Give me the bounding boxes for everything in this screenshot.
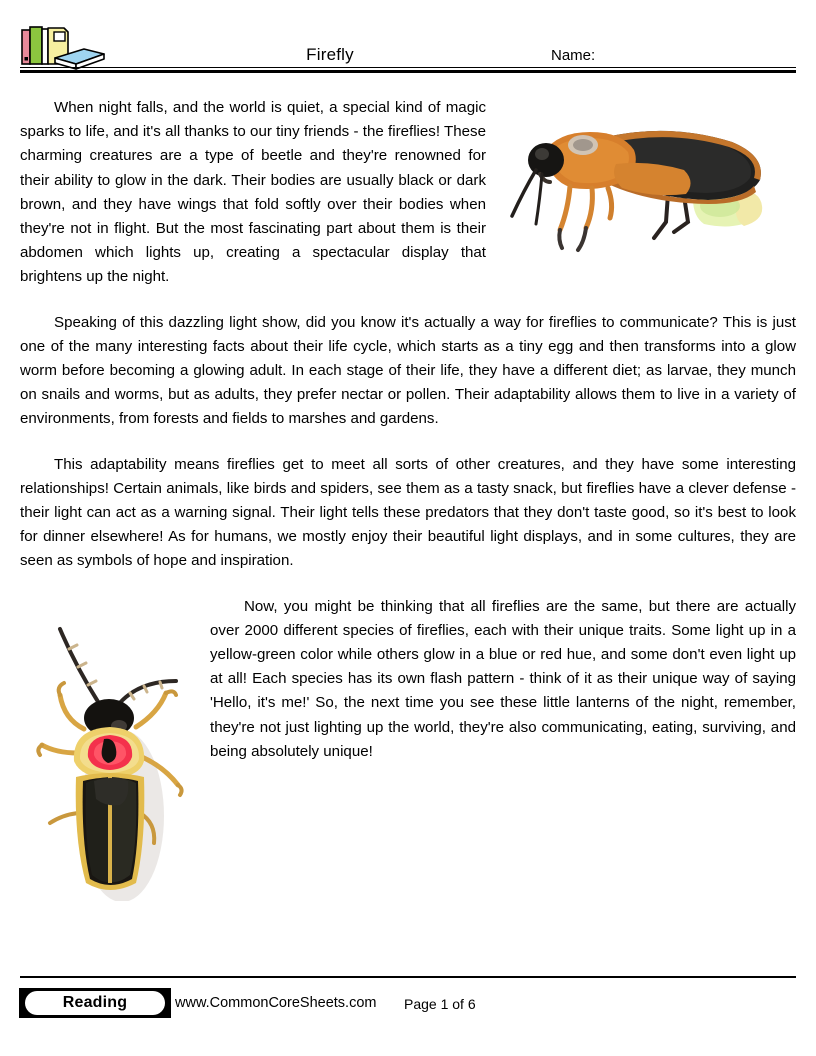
page-footer <box>0 976 816 1038</box>
footer-divider <box>20 976 796 978</box>
page-title: Firefly <box>306 45 354 64</box>
subject-badge-label: Reading <box>25 991 165 1015</box>
subject-badge <box>19 988 171 1018</box>
passage-paragraph-3: This adaptability means fireflies get to meet all sorts of other creatures, and they have some interesting relationships! Certain animals, like birds and spiders, see them as a tasty snack, but fireflies have a clever defense - their light can act as a warning signal. Their light tells these predators that they don't taste good, so it's best to look for dinner elsewhere! As for humans, we mostly enjoy their beautiful light displays, and in some cultures, they are seen as symbols of hope and inspiration. <box>20 455 796 570</box>
passage-paragraph-4: Now, you might be thinking that all fireflies are the same, but there are actually over 2000 different species of fireflies, each with their unique traits. Some light up in a yellow-green color while others glow in a blue or red hue, and some don't even light up at all! Each species has its own flash pattern - think of it as their unique way of saying 'Hello, it's me!' So, the next time you see these little lanterns of the night, remember, they're not just lighting up the world, they're also communicating, eating, surviving, and being absolutely unique! <box>210 597 796 760</box>
firefly-side-photo <box>498 98 796 270</box>
passage-body <box>20 96 796 901</box>
name-field-label: Name: <box>551 47 596 64</box>
passage-paragraph-1: When night falls, and the world is quiet, a special kind of magic sparks to life, and it's all thanks to our tiny friends - the fireflies! These charming creatures are a type of beetle and they're renowned for their ability to glow in the dark. Their bodies are usually black or dark brown, and they have wings that fold softly over their bodies when they're not in flight. But the most fascinating part about them is their abdomen which lights up, creating a spectacular display that brightens up the night. <box>20 99 486 286</box>
page-header <box>0 0 816 82</box>
page-indicator: Page 1 of 6 <box>404 996 476 1012</box>
header-divider-thin <box>20 67 796 68</box>
firefly-top-photo <box>26 601 196 901</box>
header-divider <box>20 70 796 73</box>
passage-paragraph-2: Speaking of this dazzling light show, did you know it's actually a way for fireflies to communicate? This is just one of the many interesting facts about their life cycle, which starts as a tiny egg and then transforms into a glow worm before becoming a glowing adult. In each stage of their life, they have a different diet; as larvae, they munch on snails and worms, but as adults, they prefer nectar or pollen. Their adaptability allows them to live in a variety of environments, from forests and fields to marshes and gardens. <box>20 313 796 428</box>
website-link[interactable]: www.CommonCoreSheets.com <box>175 995 377 1011</box>
